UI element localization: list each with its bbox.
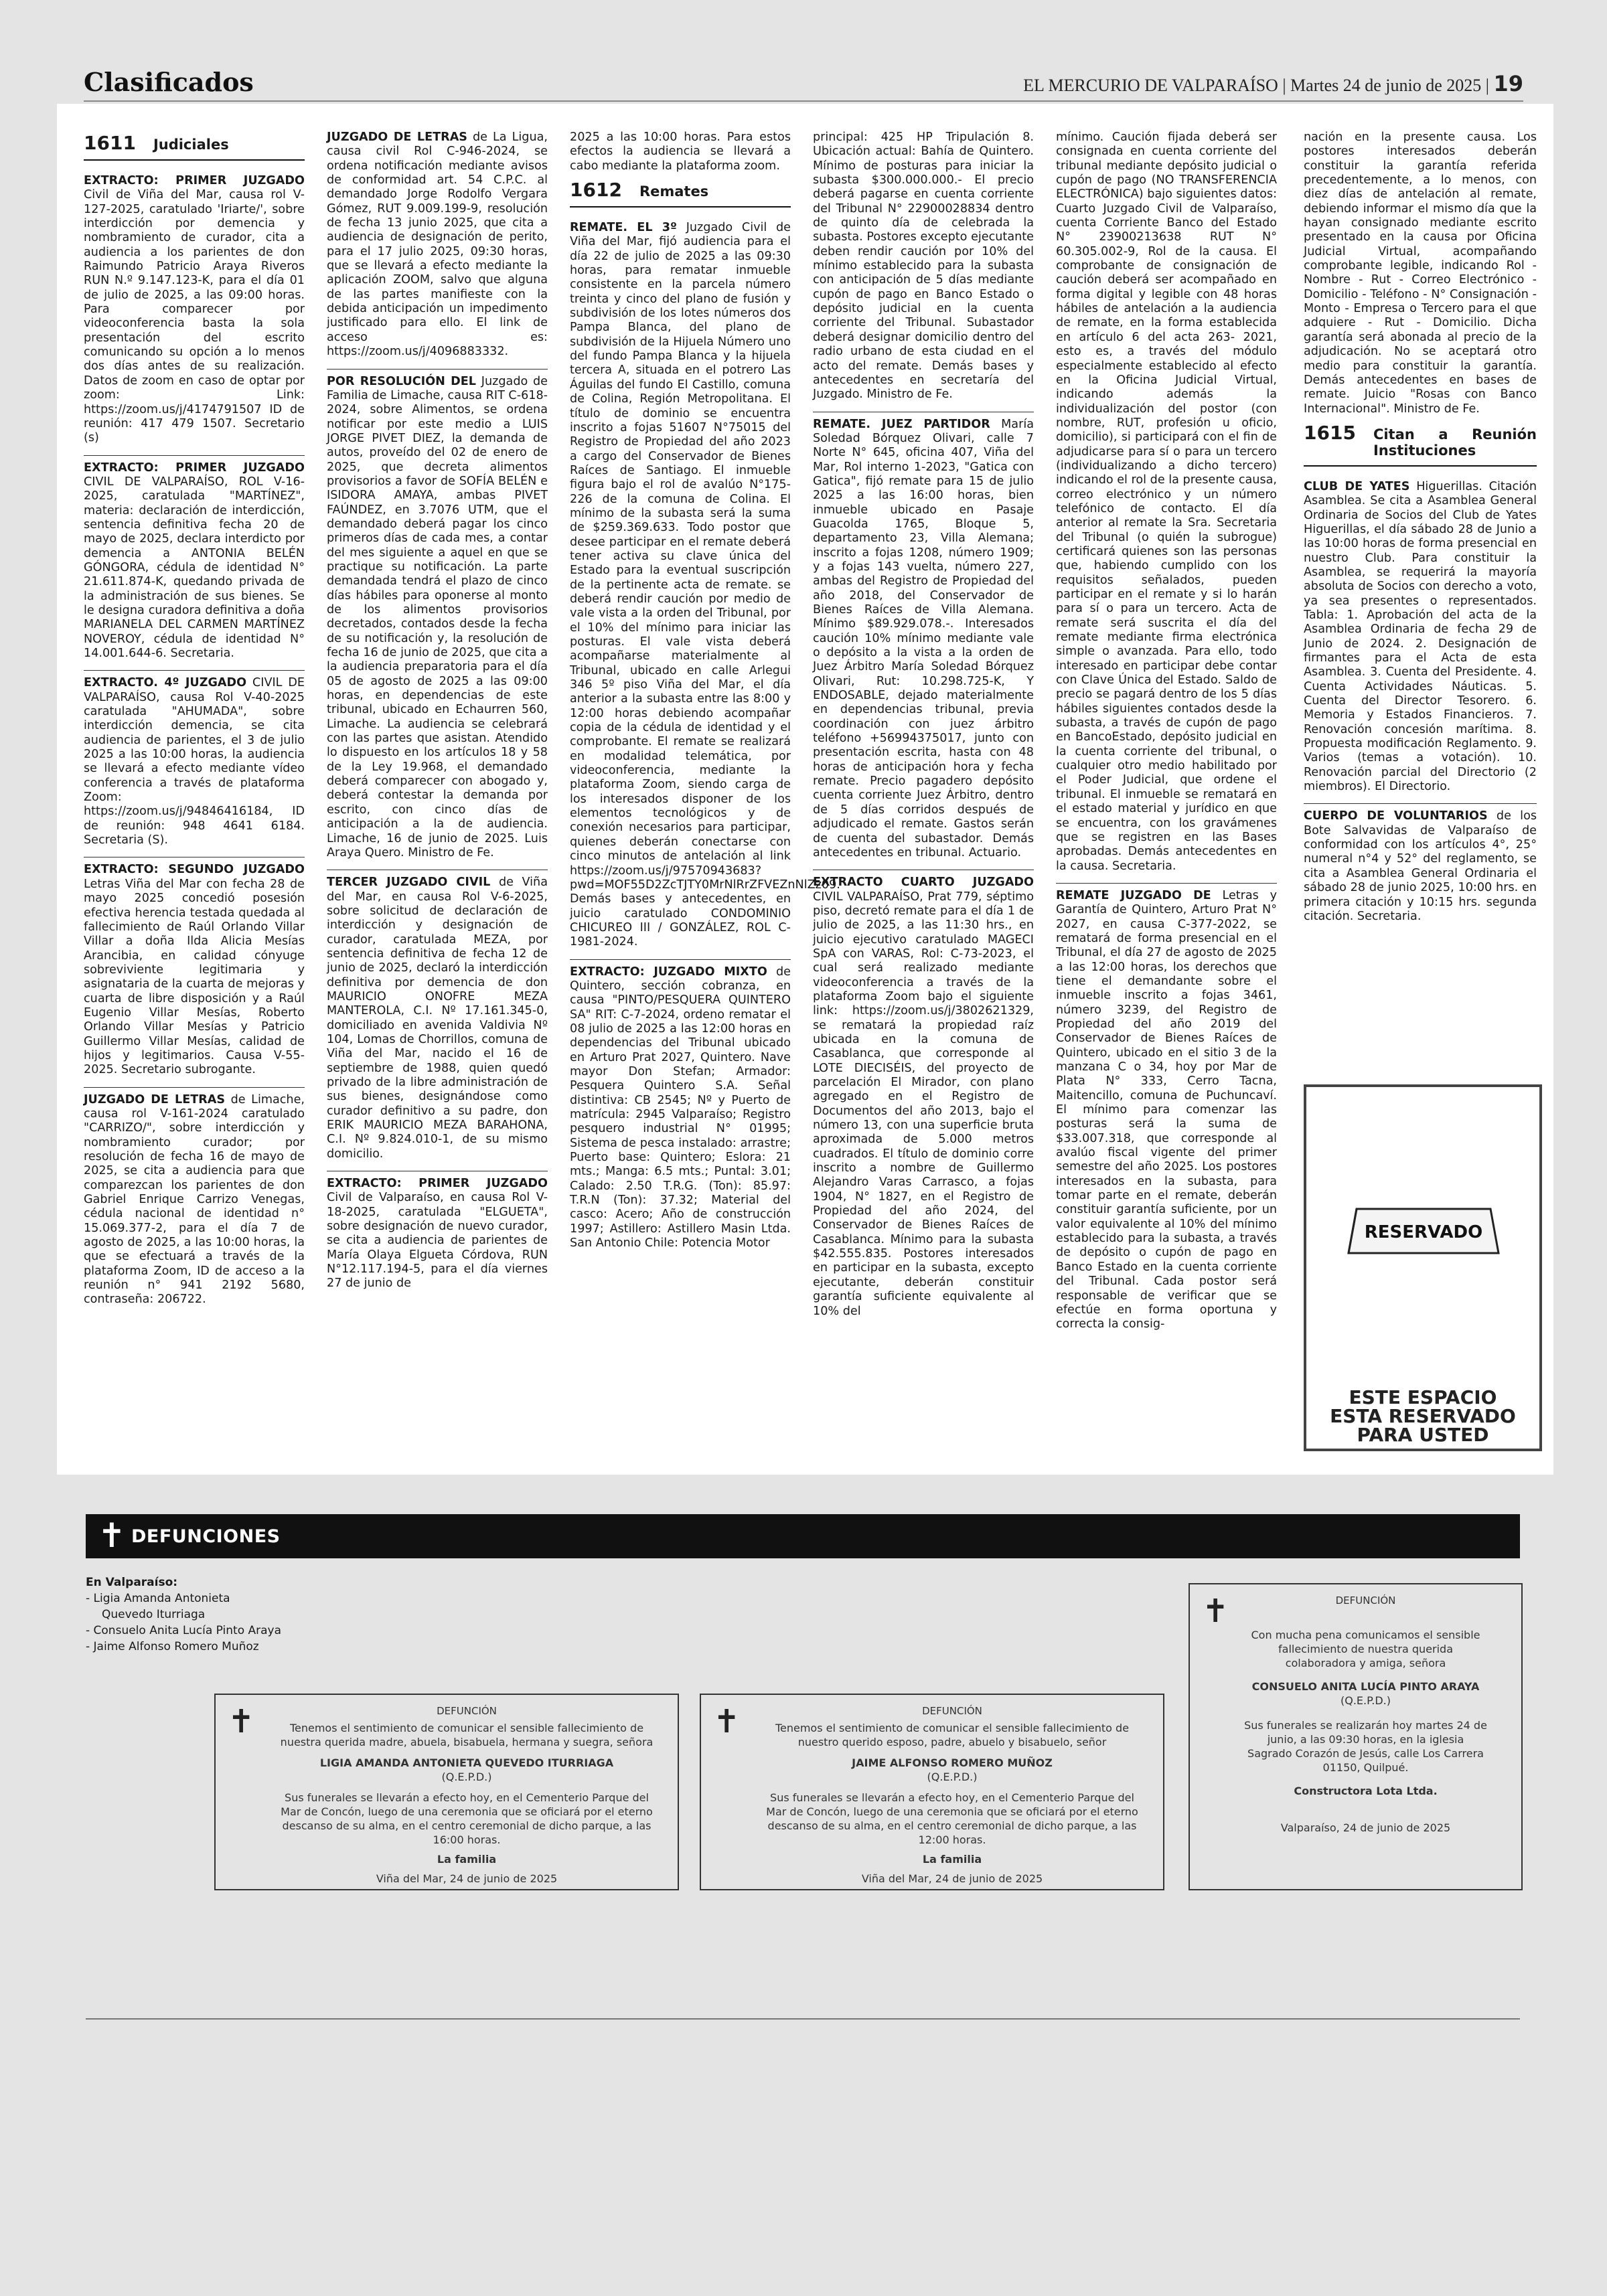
list-item: - Consuelo Anita Lucía Pinto Araya: [86, 1624, 282, 1637]
category-number: 1615: [1304, 421, 1356, 444]
category-heading: [1304, 421, 1537, 467]
notice: REMATE JUZGADO DE Letras y Garantía de Quintero, Arturo Prat N° 2027, en causa C-377-2022, se rematará de forma presencial en el Tribunal, el día 27 de agosto de 2025 a las 12:00 horas, los derechos que tiene el demandante sobre el inmueble inscrito a fojas 3461, número 3239, del Registro de Propiedad del año 2019 del Conservador de Bienes Raíces de Quintero, ubicado en el sitio 3 de la manzana C o 34, hoy por Mar de Plata N° 333, Cerro Tacna, Maitencillo, comuna de Puchuncaví. El mínimo para comenzar las posturas será la suma de $33.007.318, que corresponde al avalúo fiscal vigente del primer semestre del año 2025. Los postores interesados en la subasta, para tomar parte en el remate, deberán constituir garantía suficiente, por un valor equivalente al 10% del mínimo establecido para la subasta, a través de depósito o cupón de pago en Banco Estado en la cuenta corriente del Tribunal. Cada postor será responsable de verificar que se efectúe en forma oportuna y correcta la consig-: [1056, 888, 1277, 1331]
page-number: 19: [1493, 71, 1523, 96]
obituaries-bar: [86, 1514, 1520, 1558]
notice: CUERPO DE VOLUNTARIOS de los Bote Salvavidas de Valparaíso de conformidad con los artículos 4°, 25° numeral n°4 y 52° del reglamento, se cita a Asamblea General Ordinaria el sábado 28 de junio 2025, 10:00 hrs. en primera citación y 10:15 hrs. segunda citación. Secretaria.: [1304, 809, 1537, 923]
masthead-text: EL MERCURIO DE VALPARAÍSO | Martes 24 de junio de 2025 |: [1023, 76, 1489, 95]
bottom-rule: [86, 2018, 1520, 2020]
notice: EXTRACTO: PRIMER JUZGADO CIVIL DE VALPARAÍSO, ROL V-16-2025, caratulada "MARTÍNEZ", materia: declaración de interdicción, sentencia definitiva fecha 20 de mayo de 2025, declara interdicto por demencia a ANTONIA BELÉN GÓNGORA, cédula de identidad N° 21.611.874-K, quedando privada de la administración de sus bienes. Se le designa curadora definitiva a doña MARIANELA DEL CARMEN MARTÍNEZ NOVEROY, cédula de identidad N° 14.001.644-6. Secretaria.: [84, 461, 305, 660]
category-label: Judiciales: [153, 137, 229, 153]
notice: EXTRACTO. 4º JUZGADO CIVIL DE VALPARAÍSO, causa Rol V-40-2025 caratulada "AHUMADA", sobre interdicción demencia, se cita audiencia de parientes, el 3 de julio 2025 a las 10:00 horas, la audiencia se llevará a efecto mediante vídeo conferencia a través de plataforma Zoom: https://zoom.us/j/94846416184, ID de reunión: 948 4641 6184. Secretaria (S).: [84, 676, 305, 847]
obituaries-title: DEFUNCIONES: [131, 1526, 281, 1547]
notice: EXTRACTO: PRIMER JUZGADO Civil de Viña del Mar, causa rol V-127-2025, caratulado 'Iriarte/', sobre interdicción por demencia y nombramiento de curador, cita a audiencia a los parientes de don Raimundo Patricio Araya Riveros RUN N.º 9.147.123-K, para el día 01 de julio de 2025, a las 09:00 horas. Para comparecer por videoconferencia basta la sola presentación del escrito comunicando su opción a lo menos dos días antes de su realización. Datos de zoom en caso de optar por zoom: Link: https://zoom.us/j/4174791507 ID de reunión: 417 479 1507. Secretario (s): [84, 174, 305, 445]
column-2: [327, 131, 548, 1469]
reserved-sign-icon: [1343, 1201, 1504, 1261]
obituary-notice-1: ✝ DEFUNCIÓN Tenemos el sentimiento de comunicar el sensible fallecimiento de nuestra querida madre, abuela, bisabuela, hermana y suegra, señora LIGIA AMANDA ANTONIETA QUEVEDO ITURRIAGA (Q.E.P.D.) Sus funerales se llevarán a efecto hoy, en el Cementerio Parque del Mar de Concón, luego de una ceremonia que se oficiará por el eterno descanso de su alma, en el centro ceremonial de dicho parque, a las 16:00 horas. La familia Viña del Mar, 24 de junio de 2025: [214, 1694, 679, 1890]
column-4: [813, 131, 1034, 1469]
classifieds-area: [57, 104, 1553, 1475]
cross-icon: ✝: [713, 1703, 741, 1740]
cross-icon: ✝: [228, 1703, 255, 1740]
column-5: [1056, 131, 1277, 1469]
notice-continued: 2025 a las 10:00 horas. Para estos efectos la audiencia se llevará a cabo mediante la plataforma zoom.: [570, 131, 791, 173]
notice-continued: mínimo. Caución fijada deberá ser consignada en cuenta corriente del tribunal mediante depósito judicial o cupón de pago (NO TRANSFERENCIA ELECTRÓNICA) bajo siguientes datos: Cuarto Juzgado Civil de Valparaíso, cuenta Corriente Banco del Estado N° 23900213638 RUT N° 60.305.002-9, Rol de la causa. El comprobante de consignación de caución deberá ser acompañado en forma digital y legible con 48 horas hábiles de antelación a la audiencia de remate, en la forma establecida en artículo 6 del acta 263- 2021, esto es, a través del módulo especialmente establecido al efecto en la Oficina Judicial Virtual, indicando además la individualización del postor (con nombre, RUT, profesión u oficio, domicilio), si participará con el fin de adjudicarse para sí o para un tercero (individualizando a dicho tercero) indicando el rol de la presente causa, correo electrónico y un número telefónico de contacto. El día anterior al remate la Sra. Secretaria del Tribunal (o quién la subrogue) certificará quienes son las personas que, habiendo cumplido con los requisitos señalados, pueden participar en el remate y si lo harán para sí o para un tercero. Acta de remate será suscrita el día del remate mediante firma electrónica simple o avanzada. Para ello, todo interesado en participar debe contar con Clave Única del Estado. Saldo de precio se pagará dentro de los 5 días hábiles siguientes contados desde la subasta, a través de cupón de pago en BancoEstado, depósito judicial en la cuenta corriente del tribunal, o cualquier otro medio habilitado por el Poder Judicial, que ordene el tribunal. El inmueble se rematará en el estado material y jurídico en que se encuentra, con los gravámenes que se registren en las Bases aprobadas. Demás antecedentes en la causa. Secretaria.: [1056, 131, 1277, 873]
list-item: Quevedo Iturriaga: [102, 1608, 206, 1621]
notice: EXTRACTO: PRIMER JUZGADO Civil de Valparaíso, en causa Rol V-18-2025, caratulada "ELGUETA", sobre designación de nuevo curador, se cita a audiencia de parientes de María Olaya Elgueta Córdova, RUN N°12.117.194-5, para el día viernes 27 de junio de: [327, 1177, 548, 1291]
list-item: - Ligia Amanda Antonieta: [86, 1592, 230, 1605]
column-6: [1304, 131, 1537, 1068]
cross-icon: ✝: [1202, 1592, 1229, 1630]
notice: REMATE. EL 3º Juzgado Civil de Viña del Mar, fijó audiencia para el día 22 de julio de 2025 a las 09:30 horas, para rematar inmueble consistente en la parcela número treinta y cinco del plano de fusión y subdivisión de los lotes números dos Pampa Blanca, del plano de subdivisión de la Hijuela Número uno del fundo Pampa Blanca y la hijuela tercera A, situada en el potrero Las Águilas del fundo El Castillo, comuna de Colina, Región Metropolitana. El título de dominio se encuentra inscrito a fojas 51607 N°75015 del Registro de Propiedad del año 2023 a cargo del Conservador de Bienes Raíces de Santiago. El inmueble figura bajo el rol de avalúo N°175-226 de la comuna de Colina. El mínimo de la subasta será la suma de $259.369.633. Todo postor que desee participar en el remate deberá tener activa su clave única del Estado para la eventual suscripción de la pertinente acta de remate. se deberá rendir caución por medio de vale vista a la orden del Tribunal, por el 10% del mínimo para iniciar las posturas. El vale vista deberá acompañarse materialmente al Tribunal, ubicado en calle Arlegui 346 5º piso Viña del Mar, el día anterior a la subasta entre las 8:00 y 12:00 horas debiendo acompañar copia de la cédula de identidad y el comprobante. El remate se realizará en modalidad telemática, por videoconferencia, mediante la plataforma Zoom, siendo carga de los interesados disponer de los elementos tecnológicos y de conexión necesarios para participar, quienes deberán conectarse con cinco minutos de antelación al link https://zoom.us/j/97570943683?pwd=MOF55D2ZcTJTY0MrNlRrZFVEZnNlZz09. Demás bases y antecedentes, en juicio caratulado CONDOMINIO CHICUREO III / GONZÁLEZ, ROL C-1981-2024.: [570, 221, 840, 949]
reserved-sign-text: RESERVADO: [1364, 1222, 1483, 1242]
notice: CLUB DE YATES Higuerillas. Citación Asamblea. Se cita a Asamblea General Ordinaria de Socios del Club de Yates Higuerillas, el día sábado 28 de Junio a las 10:00 horas de forma presencial en nuestro Club. Para constituir la Asamblea, se requerirá la mayoría absoluta de Socios con derecho a voto, ya sea presentes o representados. Tabla: 1. Aprobación del acta de la Asamblea Ordinaria de fecha 29 de Junio de 2024. 2. Designación de firmantes para el Acta de esta Asamblea. 3. Cuenta del Presidente. 4. Cuenta Actividades Náuticas. 5. Cuenta del Director Tesorero. 6. Memoria y Estados Financieros. 7. Renovación concesión marítima. 8. Propuesta modificación Reglamento. 9. Varios (temas a votación). 10. Renovación parcial del Directorio (2 miembros). El Directorio.: [1304, 479, 1537, 794]
notice: EXTRACTO CUARTO JUZGADO CIVIL VALPARAÍSO, Prat 779, séptimo piso, decretó remate para el día 1 de julio de 2025, a las 11:30 hrs., en juicio ejecutivo caratulado MAGECI SpA con VARAS, Rol: C-73-2023, el cual será realizado mediante videoconferencia a través de la plataforma Zoom bajo el siguiente link: https://zoom.us/j/3802621329, se rematará la propiedad raíz ubicada en la comuna de Casablanca, que corresponde al LOTE DIECISÉIS, del proyecto de parcelación El Mirador, con plano agregado en el Registro de Documentos del año 2013, bajo el número 13, con una superficie bruta aproximada de 5.000 metros cuadrados. El título de dominio corre inscrito a nombre de Guillermo Alejandro Varas Carrasco, a fojas 1904, N° 1827, en el Registro de Propiedad del año 2024, del Conservador de Bienes Raíces de Casablanca. Mínimo para la subasta $42.555.835. Postores interesados en participar en la subasta, excepto ejecutante, deberán constituir garantía suficiente equivalente al 10% del: [813, 876, 1034, 1318]
notice: TERCER JUZGADO CIVIL de Viña del Mar, en causa Rol V-6-2025, sobre solicitud de declaración de interdicción y designación de curador, caratulada MEZA, por sentencia definitiva de fecha 12 de junio de 2025, declaró la interdicción definitiva por demencia de don MAURICIO ONOFRE MEZA MANTEROLA, C.I. Nº 17.161.345-0, domiciliado en avenida Valdivia Nº 104, Lomas de Chorrillos, comuna de Viña del Mar, nacido el 16 de septiembre de 1988, quien quedó privado de la libre administración de sus bienes, designándose como curador definitivo a su padre, don ERIK MAURICIO MEZA BARAHONA, C.I. Nº 9.824.010-1, de su mismo domicilio.: [327, 876, 548, 1161]
notice: EXTRACTO: SEGUNDO JUZGADO Letras Viña del Mar con fecha 28 de mayo 2025 concedió posesión efectiva herencia testada quedada al fallecimiento de Raúl Orlando Villar Villar a doña Ilda Alicia Mesías Arancibia, en calidad cónyuge sobreviviente legitimaria y asignataria de la cuarta de mejoras y cuarta de libre disposición y a Raúl Eugenio Villar Mesías, Roberto Orlando Villar Mesías y Patricio Guillermo Villar Mesías, calidad de hijos y legitimarios. Causa V-55-2025. Secretario subrogante.: [84, 863, 305, 1077]
obituaries-city: En Valparaíso:: [86, 1576, 178, 1589]
notice-continued: principal: 425 HP Tripulación 8. Ubicación actual: Bahía de Quintero. Mínimo de posturas para iniciar la subasta $300.000.000.- El precio deberá pagarse en cuenta corriente del Tribunal N° 22900028834 dentro de quinto día de celebrada la subasta. Postores excepto ejecutante deben rendir caución por 10% del mínimo establecido para la subasta con anticipación de 5 días mediante cupón de pago en Banco Estado o depósito judicial en la cuenta corriente del Tribunal. Subastador deberá designar domicilio dentro del radio urbano de esta ciudad en el acto del remate. Demás bases y antecedentes en secretaría del Juzgado. Ministro de Fe.: [813, 131, 1034, 402]
column-3: [570, 131, 840, 1469]
column-1: [84, 131, 305, 1469]
notice: EXTRACTO: JUZGADO MIXTO de Quintero, sección cobranza, en causa "PINTO/PESQUERA QUINTERO SA" RIT: C-7-2024, ordeno rematar el 08 julio de 2025 a las 12:00 horas en dependencias del Tribunal ubicado en Arturo Prat 2027, Quintero. Nave mayor Don Stefan; Armador: Pesquera Quintero S.A. Señal distintiva: CB 2545; Nº y Puerto de matrícula: 2945 Valparaíso; Registro pesquero industrial N° 01995; Sistema de pesca instalado: arrastre; Puerto base: Quintero; Eslora: 21 mts.; Manga: 6.5 mts.; Puntal: 3.01; Calado: 2.50 T.R.G. (Ton): 85.97: T.R.N (Ton): 37.32; Material del casco: Acero; Año de construcción 1997; Astillero: Astillero Masin Ltda. San Antonio Chile: Potencia Motor: [570, 965, 791, 1250]
notice: POR RESOLUCIÓN DEL Juzgado de Familia de Limache, causa RIT C-618-2024, sobre Alimentos, se ordena notificar por este medio a LUIS JORGE PIVET DIEZ, la demanda de autos, proveído del 02 de enero de 2025, que decreta alimentos provisorios a favor de SOFÍA BELÉN e ISIDORA AMAYA, ambas PIVET FAÚNDEZ, en 3.7076 UTM, que el demandado deberá pagar los cinco primeros días de cada mes, a contar del mes siguiente a aquel en que se practique su notificación. La parte demandada tendrá el plazo de cinco días hábiles para oponerse al monto de los alimentos provisorios decretados, contados desde la fecha de su notificación y, la resolución de fecha 16 de junio de 2025, que cita a la audiencia preparatoria para el día 05 de agosto de 2025 a las 09:00 horas, en dependencias de este tribunal, ubicado en Echaurren 560, Limache. La audiencia se celebrará con las partes que asistan. Atendido lo dispuesto en los artículos 18 y 58 de la Ley 19.968, el demandado deberá comparecer con abogado y, deberá contestar la demanda por escrito, con cinco días de anticipación a la de audiencia. Limache, 16 de junio de 2025. Luis Araya Quero. Ministro de Fe.: [327, 374, 548, 859]
category-number: 1611: [84, 132, 136, 154]
notice-continued: nación en la presente causa. Los postores interesados deberán constituir la garantía referida precedentemente, a lo menos, con diez días de antelación al remate, debiendo informar el mismo día que la hayan consignado mediante escrito presentado en la causa por Oficina Judicial Virtual, acompañando comprobante legible, indicando Rol - Nombre - Rut - Correo Electrónico - Domicilio - Teléfono - N° Consignación - Monto - Empresa o Tercero para el que adquiere - Rut - Domicilio. Dicha garantía será abonada al precio de la adjudicación. No se aceptará otro medio para constituir la garantía. Demás antecedentes en bases de remate. Juicio "Rosas con Banco Internacional". Ministro de Fe.: [1304, 131, 1537, 416]
category-label: Citan a Reunión Instituciones: [1373, 426, 1537, 459]
cross-icon: ✝: [98, 1516, 126, 1555]
notice: JUZGADO DE LETRAS de La Ligua, causa civil Rol C-946-2024, se ordena notificación mediante avisos de conformidad art. 54 C.P.C. al demandado Jorge Rodolfo Vergara Gómez, RUT 9.009.199-9, resolución de fecha 13 junio 2025, que cita a audiencia de designación de perito, para el 17 julio 2025, 09:30 horas, que se llevará a efecto mediante la aplicación ZOOM, salvo que alguna de las partes manifieste con la debida anticipación un impedimento justificado para ello. El link de acceso es: https://zoom.us/j/4096883332.: [327, 131, 548, 359]
list-item: - Jaime Alfonso Romero Muñoz: [86, 1640, 259, 1653]
category-heading: [570, 179, 791, 208]
obituary-notice-2: ✝ DEFUNCIÓN Tenemos el sentimiento de comunicar el sensible fallecimiento de nuestro querido esposo, padre, abuelo y bisabuelo, señor JAIME ALFONSO ROMERO MUÑOZ (Q.E.P.D.) Sus funerales se llevarán a efecto hoy, en el Cementerio Parque del Mar de Concón, luego de una ceremonia que se oficiará por el eterno descanso de su alma, en el centro ceremonial de dicho parque, a las 12:00 horas. La familia Viña del Mar, 24 de junio de 2025: [700, 1694, 1164, 1890]
notice: JUZGADO DE LETRAS de Limache, causa rol V-161-2024 caratulado "CARRIZO/", sobre interdicción y nombramiento curador; por resolución de fecha 16 de mayo de 2025, se cita a audiencia para que comparezcan los parientes de don Gabriel Enrique Carrizo Venegas, cédula nacional de identidad n° 15.069.377-2, para el día 7 de agosto de 2025, a las 10:00 horas, la que se efectuará a través de la plataforma Zoom, ID de acceso a la reunión n° 941 2192 5680, contraseña: 206722.: [84, 1092, 305, 1307]
obituary-notice-3: ✝ DEFUNCIÓN Con mucha pena comunicamos el sensible fallecimiento de nuestra querida colaboradora y amiga, señora CONSUELO ANITA LUCÍA PINTO ARAYA (Q.E.P.D.) Sus funerales se realizarán hoy martes 24 de junio, a las 09:30 horas, en la iglesia Sagrado Corazón de Jesús, calle Los Carrera 01150, Quilpué. Constructora Lota Ltda. Valparaíso, 24 de junio de 2025: [1189, 1583, 1523, 1890]
masthead: [1023, 71, 1523, 96]
obituaries-list: [86, 1574, 281, 1655]
section-title: Clasificados: [84, 67, 254, 97]
category-label: Remates: [639, 183, 709, 200]
reserved-message: ESTE ESPACIO ESTA RESERVADO PARA USTED: [1330, 1386, 1516, 1446]
notice: REMATE. JUEZ PARTIDOR María Soledad Bórquez Olivari, calle 7 Norte N° 645, oficina 407, Viña del Mar, Rol interno 1-2023, "Gatica con Gatica", fijó remate para 15 de julio 2025 a las 16:00 horas, bien inmueble ubicado en Pasaje Guacolda 1765, Bloque 5, departamento 23, Villa Alemana; inscrito a fojas 1208, número 1909; y a fojas 143 vuelta, número 227, ambas del Registro de Propiedad del año 2018, del Conservador de Bienes Raíces de Villa Alemana. Mínimo $89.929.078.-. Interesados caución 10% mínimo mediante vale o depósito a la vista a la orden de Juez Árbitro María Soledad Bórquez Olivari, Rut: 10.298.725-K, Y ENDOSABLE, dejado materialmente en dependencias tribunal, previa coordinación con juez árbitro teléfono +56994375017, junto con presentación escrita, hasta con 48 horas de anticipación hora y fecha remate. Precio pagadero depósito cuenta corriente Juez Árbitro, dentro de 5 días corridos después de adjudicado el remate. Gastos serán de cuenta del subastador. Demás antecedentes en tribunal. Actuario.: [813, 417, 1034, 859]
reserved-ad-box: [1304, 1084, 1542, 1451]
category-heading: [84, 132, 305, 161]
category-number: 1612: [570, 179, 622, 201]
page-header: [84, 66, 1523, 102]
